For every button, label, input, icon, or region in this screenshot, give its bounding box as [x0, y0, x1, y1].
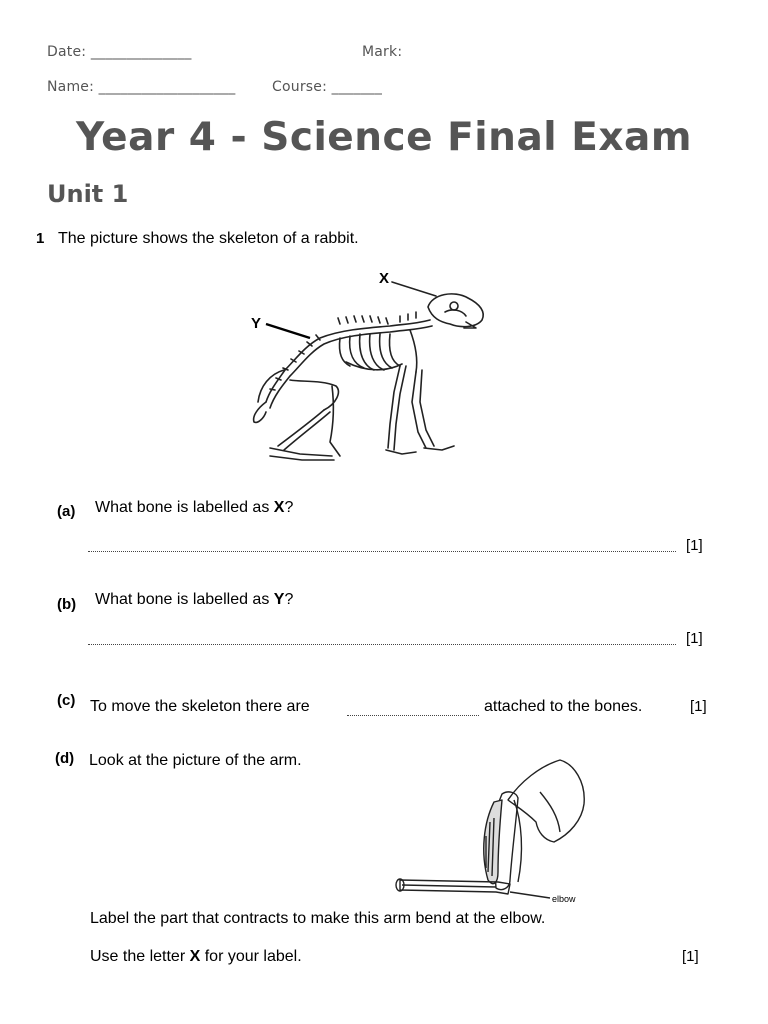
- date-field[interactable]: Date: ______________: [47, 44, 192, 60]
- part-b-question: [95, 591, 293, 609]
- elbow-label: elbow: [552, 894, 576, 904]
- mark-field[interactable]: Mark:: [362, 44, 403, 60]
- part-d-instruction-2-text: Use the letter: [90, 948, 190, 965]
- answer-line-b[interactable]: [88, 644, 676, 645]
- mark-b: [1]: [686, 630, 703, 647]
- question-number: 1: [36, 230, 45, 247]
- rabbit-skeleton-figure: [240, 262, 500, 467]
- part-d-instruction-2-letter: X: [189, 948, 201, 965]
- answer-line-a[interactable]: [88, 551, 676, 552]
- part-a-label: (a): [57, 503, 76, 520]
- part-a-letter: X: [273, 499, 285, 516]
- figure-label-x: X: [379, 270, 390, 287]
- part-b-letter: Y: [273, 591, 285, 608]
- part-d-text: Look at the picture of the arm.: [89, 752, 302, 769]
- part-a-text: What bone is labelled as: [95, 499, 274, 516]
- part-b-text: What bone is labelled as: [95, 591, 274, 608]
- part-c-text-end: attached to the bones.: [484, 698, 643, 715]
- part-a-question: [95, 499, 293, 517]
- mark-d: [1]: [682, 948, 699, 965]
- unit-heading: Unit 1: [47, 180, 129, 208]
- part-d-instruction-2: [90, 948, 302, 966]
- question-text: The picture shows the skeleton of a rabbit.: [58, 230, 359, 247]
- course-field[interactable]: Course: _______: [272, 79, 383, 95]
- mark-a: [1]: [686, 537, 703, 554]
- part-b-text-end: ?: [284, 591, 294, 608]
- part-a-text-end: ?: [284, 499, 294, 516]
- part-c-label: (c): [57, 692, 76, 709]
- name-field[interactable]: Name: ___________________: [47, 79, 236, 95]
- arm-figure: [390, 752, 600, 910]
- part-c-text: To move the skeleton there are: [90, 698, 310, 715]
- figure-label-y: Y: [251, 315, 262, 332]
- mark-c: [1]: [690, 698, 707, 715]
- part-d-instruction-2-end: for your label.: [200, 948, 302, 965]
- answer-blank-c[interactable]: [347, 715, 479, 716]
- part-b-label: (b): [57, 596, 77, 613]
- page-title: Year 4 - Science Final Exam: [76, 115, 692, 160]
- part-d-instruction-1: Label the part that contracts to make this arm bend at the elbow.: [90, 910, 546, 927]
- part-d-label: (d): [55, 750, 75, 767]
